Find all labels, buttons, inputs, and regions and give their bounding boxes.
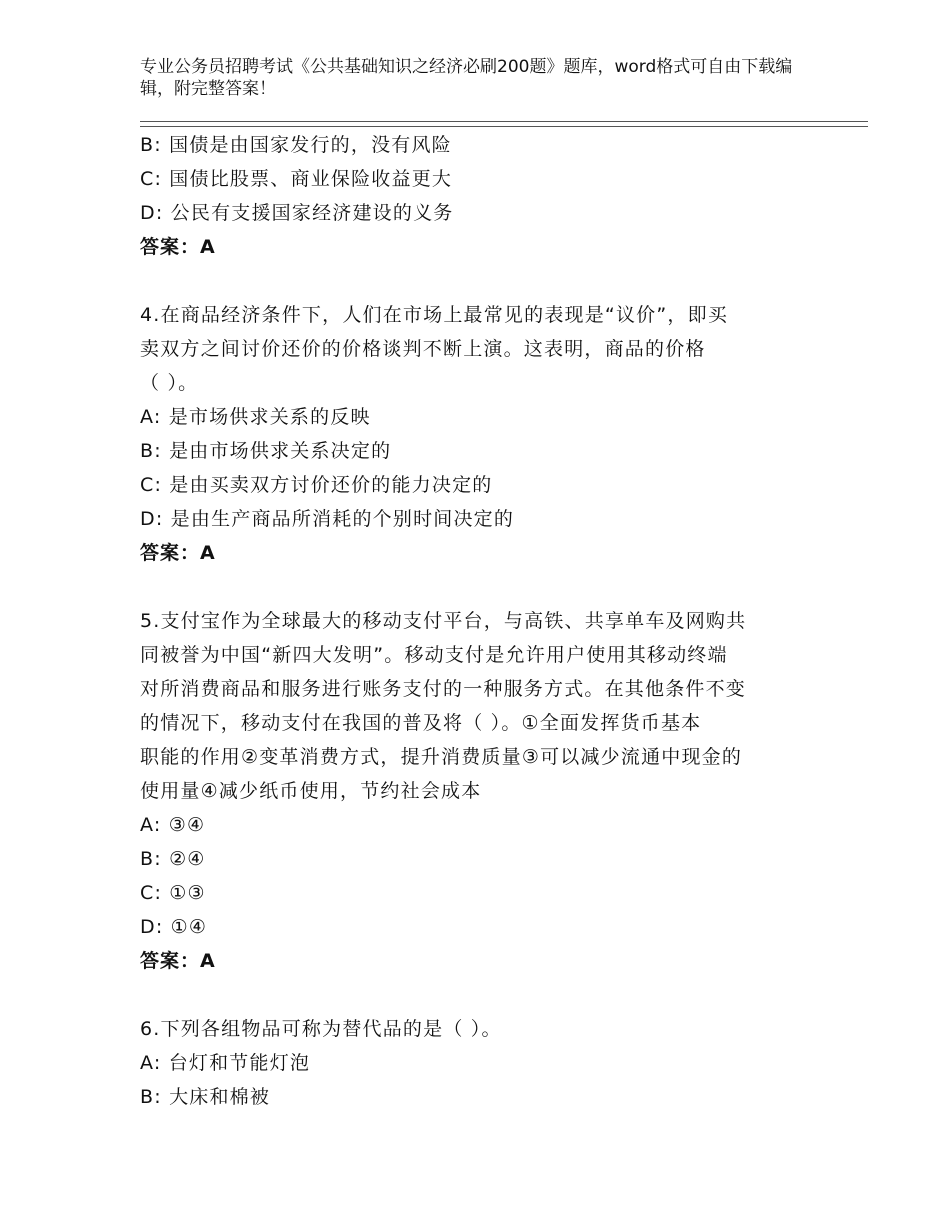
- q3-answer: 答案：A: [140, 236, 216, 258]
- question-3: [140, 128, 800, 264]
- question-6: [140, 1012, 800, 1114]
- q4-text-line-1: 4.在商品经济条件下，人们在市场上最常见的表现是“议价”，即买: [140, 304, 729, 326]
- q6-option-b: B: 大床和棉被: [140, 1086, 271, 1108]
- spacer: [140, 570, 800, 604]
- q5-text-line-4: 的情况下，移动支付在我国的普及将（ ）。①全面发挥货币基本: [140, 712, 702, 734]
- q4-option-b: B: 是由市场供求关系决定的: [140, 440, 392, 462]
- spacer: [140, 978, 800, 1012]
- header-divider: [140, 121, 868, 127]
- q6-text-line-1: 6.下列各组物品可称为替代品的是（ ）。: [140, 1018, 502, 1040]
- q4-option-d: D: 是由生产商品所消耗的个别时间决定的: [140, 508, 515, 530]
- q6-option-a: A: 台灯和节能灯泡: [140, 1052, 311, 1074]
- q4-text-line-3: （ ）。: [140, 372, 199, 394]
- q5-option-d: D: ①④: [140, 916, 208, 938]
- q5-text-line-5: 职能的作用②变革消费方式，提升消费质量③可以减少流通中现金的: [140, 746, 743, 768]
- q5-text-line-1: 5.支付宝作为全球最大的移动支付平台，与高铁、共享单车及网购共: [140, 610, 747, 632]
- q5-option-a: A: ③④: [140, 814, 206, 836]
- q5-option-b: B: ②④: [140, 848, 206, 870]
- q5-text-line-6: 使用量④减少纸币使用，节约社会成本: [140, 780, 482, 802]
- document-body: [140, 128, 800, 1114]
- q5-option-c: C: ①③: [140, 882, 206, 904]
- q4-option-c: C: 是由买卖双方讨价还价的能力决定的: [140, 474, 493, 496]
- q5-answer: 答案：A: [140, 950, 216, 972]
- q3-option-c: C: 国债比股票、商业保险收益更大: [140, 168, 453, 190]
- page-header: 专业公务员招聘考试《公共基础知识之经济必刷200题》题库，word格式可自由下载编辑，附完整答案！: [140, 57, 793, 99]
- q4-answer: 答案：A: [140, 542, 216, 564]
- q4-option-a: A: 是市场供求关系的反映: [140, 406, 371, 428]
- question-4: [140, 298, 800, 570]
- question-5: [140, 604, 800, 978]
- spacer: [140, 264, 800, 298]
- q4-text-line-2: 卖双方之间讨价还价的价格谈判不断上演。这表明，商品的价格: [140, 338, 706, 360]
- q5-text-line-3: 对所消费商品和服务进行账务支付的一种服务方式。在其他条件不变: [140, 678, 747, 700]
- q3-option-b: B: 国债是由国家发行的，没有风险: [140, 134, 452, 156]
- q3-option-d: D: 公民有支援国家经济建设的义务: [140, 202, 454, 224]
- q5-text-line-2: 同被誉为中国“新四大发明”。移动支付是允许用户使用其移动终端: [140, 644, 728, 666]
